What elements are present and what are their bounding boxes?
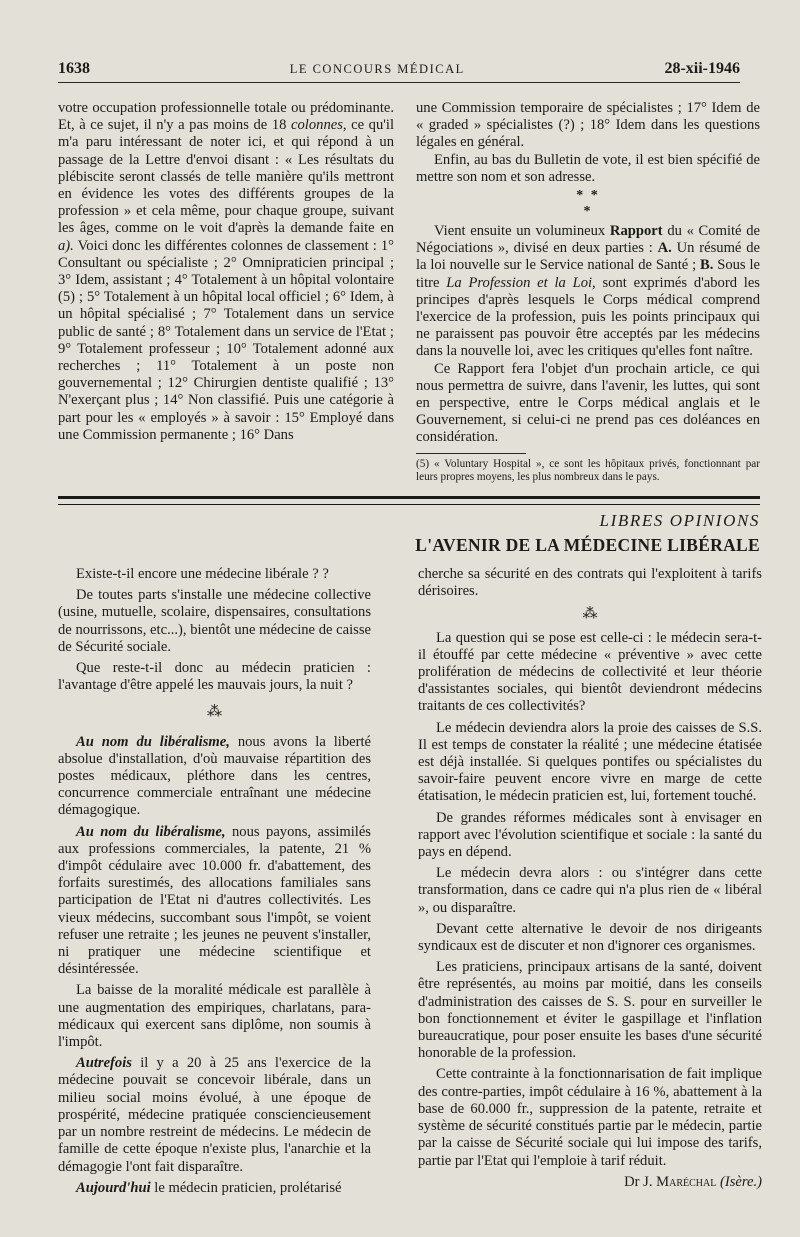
- author-name: Maréchal: [656, 1173, 717, 1190]
- paragraph: La question qui se pose est celle-ci : le médecin sera-t-il étouffé par cette médecine « préventive » avec cette prolifération de médecins de collectivité et leur théorie d'assistantes sociales, qui bientôt deviendront médecins traitants de ces collectivités?: [418, 629, 762, 715]
- text: nous avons la liberté absolue d'installation, d'où mauvaise répartition des postes médicaux, pléthore dans les centres, concurrence commerciale entraînant une médecine démagogique.: [58, 733, 371, 819]
- paragraph: Existe-t-il encore une médecine libérale ? ?: [76, 566, 329, 582]
- text: Voici donc les différentes colonnes de classement : 1° Consultant ou spécialiste ; 2° Omnipraticien principal ; 3° Idem, assistant ; 4° Totalement à un hôpital volontaire (5) ; 5° Totalement à un hôpital local officiel ; 6° Idem, à un hôpital spécialisé ; 7° Totalement dans un service public de santé ; 8° Totalement dans un service de l'Etat ; 9° Totalement professeur ; 10° Totalement adonné aux recherches ; 11° Totalement à un poste non gouvernemental ; 12° Chirurgien dentiste qualifié ; 13° N'exerçant plus ; 14° Non classifié. Puis une catégorie à part pour les « employés » à savoir : 15° Employé dans une Commission permanente ; 16° Dans: [58, 237, 394, 443]
- text: ce qu'il m'a paru intéressant de noter ici, et qui répond à un passage de la Lettre d'envoi disant : « Les résultats du plébiscite seront classés de telle manière qu'ils mettront en évidence les votes des différents groupes de la profession » et cela même, pour chaque groupe, suivant les âges, comme on le voit d'après la demande faite en: [58, 117, 395, 237]
- paragraph: Le médecin devra alors : ou s'intégrer dans cette transformation, dans ce cadre qui n'a plus rien de « libéral », ou disparaître.: [418, 865, 762, 916]
- paragraph: Les praticiens, principaux artisans de la santé, doivent être représentés, au moins par moitié, dans les conseils d'administration des caisses de S. S. pour en surveiller le bon fonctionnement et éviter le gaspillage et l'inflation bureaucratique, pour poser ensuite les bases d'une sécurité honorable de la profession.: [418, 959, 762, 1062]
- text: du « Comité de Négociations », divisé en deux parties :: [416, 223, 760, 257]
- top-right-column: [416, 100, 760, 484]
- text: le médecin praticien, prolétarisé: [154, 1179, 342, 1196]
- paragraph: cherche sa sécurité en des contrats qui l'exploitent à tarifs dérisoires.: [418, 566, 762, 600]
- text: il y a 20 à 25 ans l'exercice de la médecine pouvait se concevoir libérale, dans un milieu social moins évolué, à une époque de prospérité, médecine pratiquée consciencieusement par un nombre restreint de médecins. Le médecin de famille de cette époque n'existe plus, l'anarchie et la démagogie l'ont fait disparaître.: [58, 1055, 371, 1175]
- paragraph: une Commission temporaire de spécialistes ; 17° Idem de « graded » spécialistes (?) ; 18° Idem dans les questions légales en général.: [416, 100, 760, 151]
- text: sont exprimés d'abord les principes d'après lesquels le Corps médical comprend l'exercice de la profession, puis les points principaux qui ne paraissent pas pouvoir être acceptés par les médecins dans la nouvelle loi, avec les critiques qu'elles font naître.: [416, 274, 760, 360]
- paragraph: De grandes réformes médicales sont à envisager en rapport avec l'évolution scientifique et sociale : la santé du pays en dépend.: [418, 809, 762, 861]
- author-signature: [418, 1174, 762, 1191]
- text: Vient ensuite un volumineux: [434, 223, 606, 240]
- text-italic: Au nom du libéralisme,: [76, 823, 226, 840]
- text-bold: B.: [699, 257, 714, 274]
- paragraph: [416, 223, 760, 361]
- ornament: ⁂: [582, 606, 598, 623]
- section-kicker: LIBRES OPINIONS: [599, 511, 760, 530]
- running-header: [58, 60, 740, 82]
- paragraph: [58, 100, 394, 444]
- signature-prefix: Dr J.: [624, 1173, 653, 1190]
- paragraph: Ce Rapport fera l'objet d'un prochain article, ce qui nous permettra de suivre, dans l'avenir, les luttes, qui sont en perspective, entre le Corps médical anglais et le Gouvernement, si celui-ci ne prend pas ces doléances en considération.: [416, 360, 760, 446]
- page-number: 1638: [58, 60, 90, 77]
- text-italic: Au nom du libéralisme,: [76, 733, 230, 750]
- journal-title: LE CONCOURS MÉDICAL: [289, 62, 465, 76]
- paragraph: [58, 1055, 371, 1175]
- text: Un résumé de la loi nouvelle sur le Service national de Santé ;: [416, 240, 760, 274]
- article-right-column: [418, 566, 762, 1191]
- text-bold: A.: [657, 240, 672, 257]
- author-place: (Isère.): [720, 1173, 762, 1190]
- paragraph: Devant cette alternative le devoir de nos dirigeants syndicaux est de discuter et non d'ignorer ces organismes.: [418, 920, 762, 955]
- paragraph: Le médecin deviendra alors la proie des caisses de S.S. Il est temps de constater la réalité ; une médecine étatisée est déjà installée. Si quelques pontifes ou spécialistes du savoir-faire peuvent encore vivre en marge de cette étatisation, le médecin praticien est, lui, fortement touché.: [418, 719, 762, 805]
- ornament: ⁂: [207, 704, 222, 721]
- text: votre occupation professionnelle totale ou prédominante. Et, à ce sujet, il n'y a pas moins de 18: [58, 100, 394, 134]
- text: Sous le titre: [416, 257, 760, 291]
- paragraph: Que reste-t-il donc au médecin praticien : l'avantage d'être appelé les mauvais jours, la nuit ?: [58, 660, 371, 694]
- paragraph: Cette contrainte à la fonctionnarisation de fait implique des contre-parties, impôt cédulaire à 16 %, abattement à la base de 60.000 fr., suppression de la patente, retraite et système de sécurité constitués partie par le médecin, partie par la caisse de Sécurité sociale qui lui impose des tarifs, partie par l'Etat qui l'emploie à tarif réduit.: [418, 1066, 762, 1169]
- paragraph: La baisse de la moralité médicale est parallèle à une augmentation des empiriques, charlatans, para-médicaux qui exercent sans diplôme, non soumis à l'impôt.: [58, 982, 371, 1051]
- header-rule: [58, 82, 740, 83]
- footnote-rule: [416, 453, 526, 454]
- top-left-column: [58, 100, 394, 444]
- section-stars: * * *: [576, 188, 600, 220]
- article-left-column: [58, 566, 371, 1201]
- paragraph: [58, 734, 371, 820]
- text-italic: Autrefois: [76, 1055, 132, 1072]
- text-bold: Rapport: [609, 223, 663, 240]
- paragraph: Enfin, au bas du Bulletin de vote, il est bien spécifié de mettre son nom et son adresse.: [416, 151, 760, 185]
- text: nous payons, assimilés aux professions commerciales, la patente, 21 % d'impôt cédulaire avec 10.000 fr. d'abattement, des forfaits surestimés, des allocations familiales sans participation de l'Etat ni d'autres collectivités. Les vieux médecins, succombant sous l'impôt, se voient refuser une retraite ; les jeunes ne peuvent s'installer, ni pratiquer une médecine scientifique et désintéressée.: [58, 823, 371, 978]
- paragraph: [58, 1180, 371, 1197]
- text-italic: a).: [58, 237, 74, 254]
- paragraph: [58, 824, 371, 979]
- issue-date: 28-xii-1946: [664, 60, 740, 77]
- footnote: (5) « Voluntary Hospital », ce sont les hôpitaux privés, fonctionnant par leurs propres moyens, les plus nombreux dans le pays.: [416, 457, 760, 483]
- paragraph: De toutes parts s'installe une médecine collective (usine, mutuelle, scolaire, dispensaires, consultations de nourrissons, etc...), bientôt une médecine de caisse de Sécurité sociale.: [58, 587, 371, 655]
- text-italic: colonnes,: [291, 117, 347, 134]
- section-separator: [58, 496, 760, 505]
- text-italic: Aujourd'hui: [76, 1179, 151, 1196]
- text-italic: La Profession et la Loi,: [446, 274, 596, 291]
- article-title: L'AVENIR DE LA MÉDECINE LIBÉRALE: [415, 535, 760, 555]
